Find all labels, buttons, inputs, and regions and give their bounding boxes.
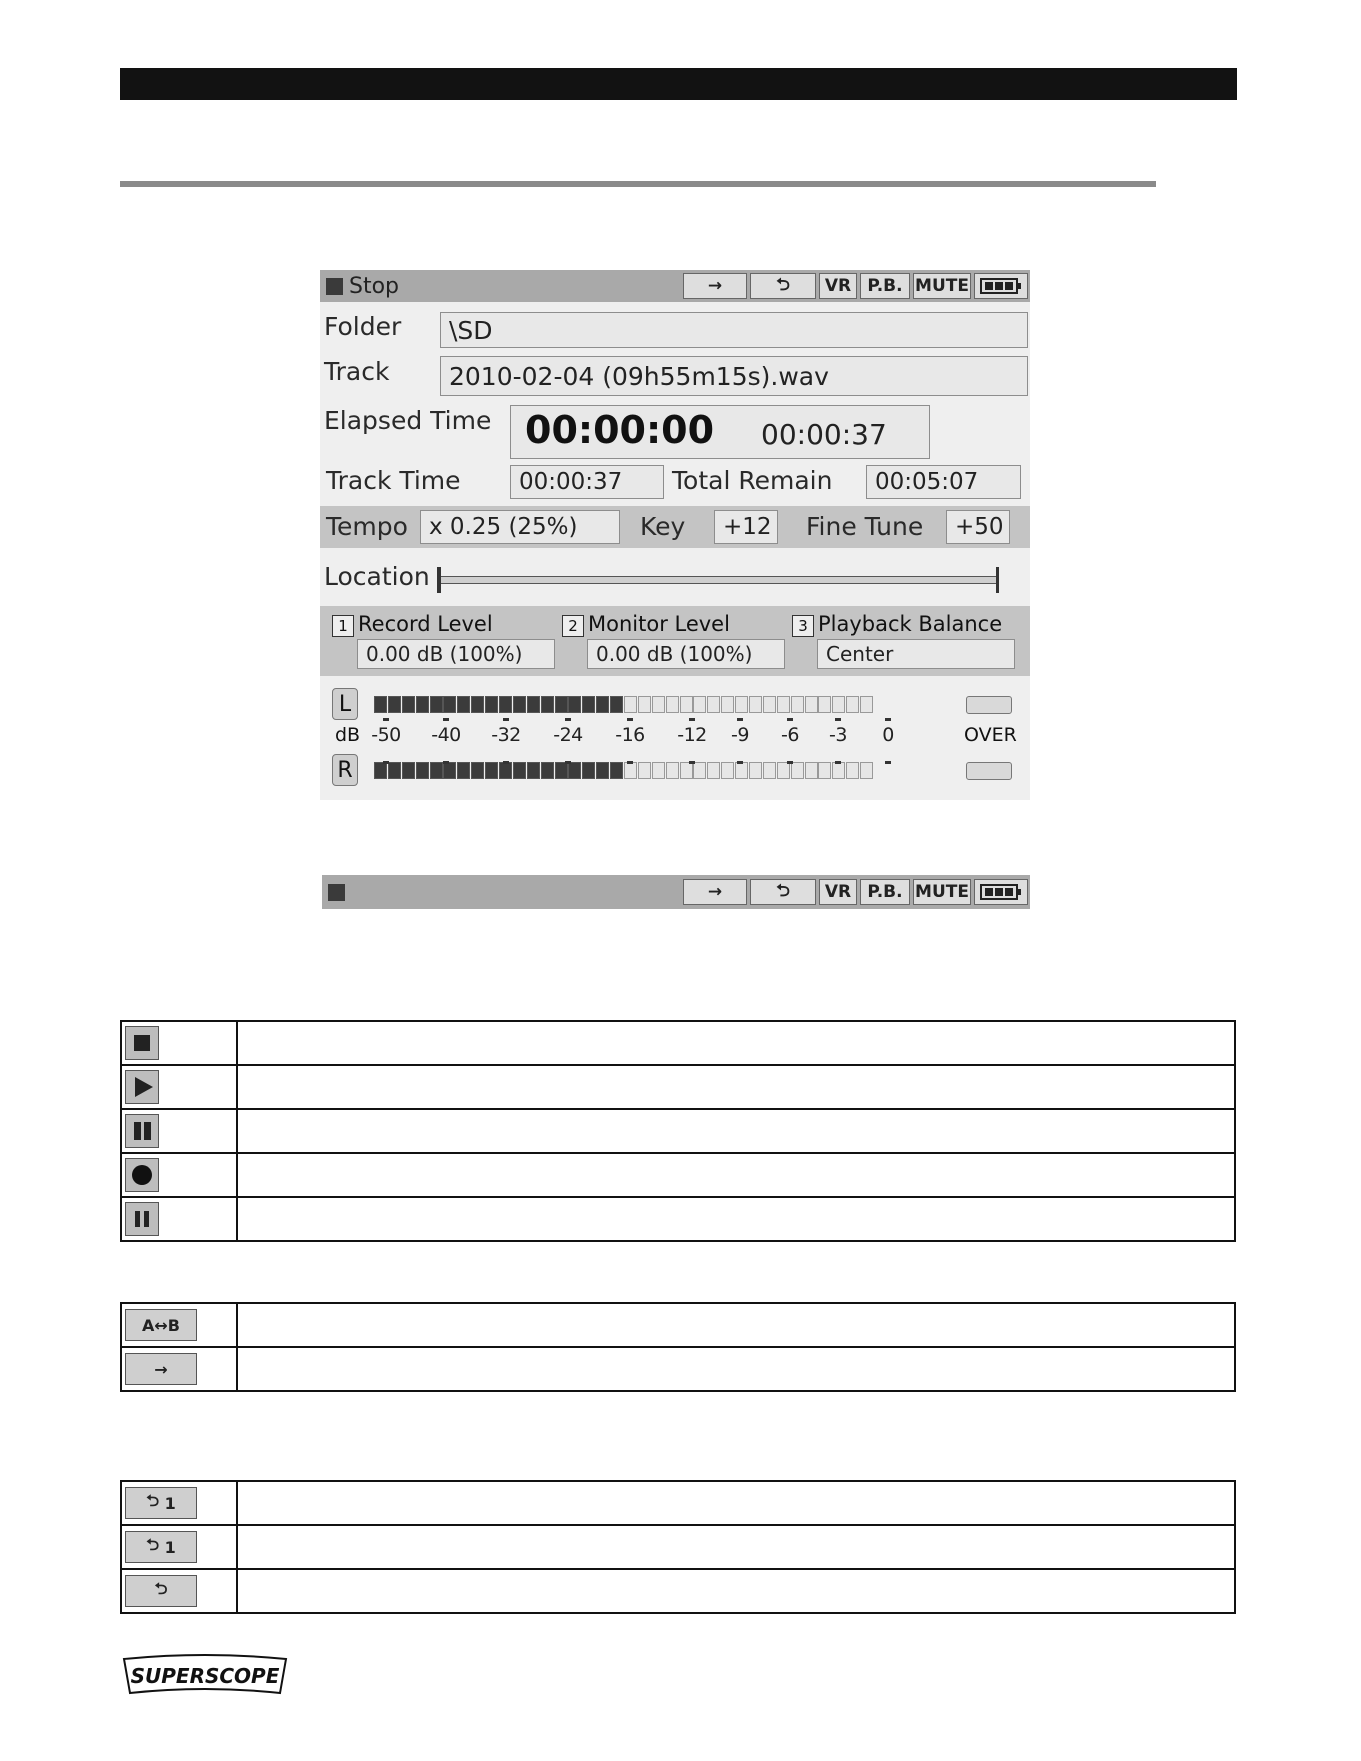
- meter-segment: [652, 762, 665, 779]
- total-remain-label: Total Remain: [672, 466, 833, 495]
- meter-segment: [499, 762, 512, 779]
- meter-segment: [721, 762, 734, 779]
- scale-tick-mark: [443, 761, 449, 764]
- meter-segment: [582, 696, 595, 713]
- over-indicator-left: [966, 696, 1012, 714]
- location-end-marker: [996, 567, 999, 593]
- meter-segment: [805, 696, 818, 713]
- record-icon: [125, 1158, 159, 1192]
- tempo-band: [320, 506, 1030, 548]
- meter-segment: [555, 762, 568, 779]
- pb-button[interactable]: P.B.: [860, 273, 910, 299]
- table-row: [121, 1347, 1235, 1391]
- meter-segment: [541, 696, 554, 713]
- left-channel-label: L: [332, 688, 358, 720]
- meter-segment: [860, 696, 873, 713]
- meter-segment: [791, 696, 804, 713]
- svg-text:SUPERSCOPE: SUPERSCOPE: [130, 1664, 280, 1688]
- meter-segment: [402, 696, 415, 713]
- table-row: [121, 1065, 1235, 1109]
- repeat-one-icon: ⮌ 1: [125, 1531, 197, 1563]
- scale-tick-mark: [885, 718, 891, 721]
- header-bar: [120, 68, 1237, 100]
- playback-balance-label: 3 Playback Balance: [792, 612, 1002, 637]
- meter-segment: [707, 696, 720, 713]
- arrow-right-icon: →: [125, 1353, 197, 1385]
- pause-icon: [125, 1114, 159, 1148]
- scale-tick-mark: [885, 761, 891, 764]
- meter-segment: [527, 762, 540, 779]
- scale-tick-mark: [565, 718, 571, 721]
- section-rule: [120, 181, 1156, 187]
- meter-segment: [624, 762, 637, 779]
- meter-segment: [846, 762, 859, 779]
- scale-tick-mark: [835, 718, 841, 721]
- meter-segment: [721, 696, 734, 713]
- playback-balance-field[interactable]: Center: [817, 639, 1015, 669]
- meter-segment: [652, 696, 665, 713]
- db-label: dB: [335, 724, 361, 746]
- meter-segment: [430, 696, 443, 713]
- fine-tune-label: Fine Tune: [806, 512, 924, 541]
- meter-segment: [763, 696, 776, 713]
- right-channel-label: R: [332, 754, 358, 786]
- levels-band: [320, 606, 1030, 676]
- elapsed-time-box: [510, 405, 930, 459]
- meter-segment: [457, 762, 470, 779]
- meter-segment: [846, 696, 859, 713]
- table-row: [121, 1109, 1235, 1153]
- recorder-screen: [320, 270, 1030, 800]
- meter-segment: [680, 762, 693, 779]
- meter-segment: [485, 696, 498, 713]
- meter-segment: [777, 696, 790, 713]
- table-row: [121, 1569, 1235, 1613]
- scale-tick-label: 0: [882, 724, 894, 746]
- meter-segment: [735, 762, 748, 779]
- scale-tick-mark: [627, 718, 633, 721]
- monitor-level-label: 2 Monitor Level: [562, 612, 730, 637]
- meter-segment: [513, 762, 526, 779]
- table-row: [121, 1197, 1235, 1241]
- meter-segment: [791, 762, 804, 779]
- monitor-level-field[interactable]: 0.00 dB (100%): [587, 639, 785, 669]
- scale-tick-label: -16: [615, 724, 645, 746]
- state-icon-table: [120, 1020, 1236, 1242]
- meter-segment: [596, 762, 609, 779]
- meter-segment: [693, 696, 706, 713]
- meter-segment: [499, 696, 512, 713]
- table-row: [121, 1525, 1235, 1569]
- meter-segment: [610, 762, 623, 779]
- scale-tick-mark: [787, 761, 793, 764]
- meter-segment: [624, 696, 637, 713]
- strip-vr-button[interactable]: VR: [819, 879, 857, 905]
- over-indicator-right: [966, 762, 1012, 780]
- record-level-label: 1 Record Level: [332, 612, 493, 637]
- play-icon: [125, 1070, 159, 1104]
- mode-icon-table: [120, 1302, 1236, 1392]
- left-meter-bar: [374, 696, 874, 714]
- meter-segment: [749, 762, 762, 779]
- scale-tick-label: -9: [731, 724, 749, 746]
- meter-segment: [388, 762, 401, 779]
- meter-segment: [707, 762, 720, 779]
- scale-tick-mark: [565, 761, 571, 764]
- scale-tick-mark: [383, 718, 389, 721]
- meter-segment: [805, 762, 818, 779]
- meter-segment: [430, 762, 443, 779]
- scale-tick-mark: [383, 761, 389, 764]
- scale-tick-label: -50: [371, 724, 401, 746]
- meter-segment: [860, 762, 873, 779]
- table-row: [121, 1153, 1235, 1197]
- stop-icon: [328, 884, 345, 901]
- meter-segment: [541, 762, 554, 779]
- scale-tick-mark: [503, 718, 509, 721]
- superscope-logo: [120, 1653, 290, 1695]
- vr-button[interactable]: VR: [819, 273, 857, 299]
- meter-segment: [388, 696, 401, 713]
- strip-mute-button[interactable]: MUTE: [913, 879, 971, 905]
- scale-tick-label: -3: [829, 724, 847, 746]
- meter-segment: [443, 696, 456, 713]
- fine-tune-field[interactable]: +50: [946, 510, 1010, 544]
- elapsed-time-label: Elapsed Time: [324, 406, 492, 435]
- repeat-all-icon: [125, 1575, 197, 1607]
- meter-segment: [568, 762, 581, 779]
- meter-segment: [457, 696, 470, 713]
- scale-tick-label: -12: [677, 724, 707, 746]
- status-bar: [320, 270, 1030, 302]
- meter-segment: [749, 696, 762, 713]
- meter-segment: [527, 696, 540, 713]
- scale-tick-mark: [627, 761, 633, 764]
- meter-segment: [693, 762, 706, 779]
- meter-segment: [471, 696, 484, 713]
- meter-segment: [638, 762, 651, 779]
- mute-button[interactable]: MUTE: [913, 273, 971, 299]
- meter-segment: [666, 762, 679, 779]
- stop-icon: [326, 278, 343, 295]
- stop-icon: [125, 1026, 159, 1060]
- scale-tick-mark: [737, 718, 743, 721]
- track-label: Track: [324, 357, 390, 386]
- state-label: Stop: [349, 273, 400, 299]
- repeat-icon: ⮌: [146, 1490, 160, 1510]
- meter-segment: [443, 762, 456, 779]
- battery-full-icon: [974, 879, 1028, 905]
- meter-segment: [818, 696, 831, 713]
- meter-segment: [485, 762, 498, 779]
- meter-segment: [555, 696, 568, 713]
- location-handle[interactable]: [437, 567, 441, 593]
- location-slider[interactable]: [438, 576, 998, 584]
- scale-tick-mark: [835, 761, 841, 764]
- scale-tick-mark: [443, 718, 449, 721]
- track-time-label: Track Time: [326, 466, 461, 495]
- ab-repeat-icon: A↔B: [125, 1309, 197, 1341]
- meter-segment: [471, 762, 484, 779]
- repeat-icon-table: [120, 1480, 1236, 1614]
- total-remain-field: 00:05:07: [866, 465, 1021, 499]
- meter-segment: [416, 696, 429, 713]
- folder-label: Folder: [324, 312, 402, 341]
- track-time-field: 00:00:37: [510, 465, 664, 499]
- location-label: Location: [324, 562, 430, 591]
- table-row: [121, 1481, 1235, 1525]
- strip-play-mode-button[interactable]: →: [683, 879, 747, 905]
- key-label: Key: [640, 512, 686, 541]
- battery-full-icon: [974, 273, 1028, 299]
- table-row: [121, 1021, 1235, 1065]
- status-strip: [322, 875, 1030, 909]
- record-level-field[interactable]: 0.00 dB (100%): [357, 639, 555, 669]
- meter-segment: [568, 696, 581, 713]
- repeat-one-icon: ⮌ 1: [125, 1487, 197, 1519]
- table-row: [121, 1303, 1235, 1347]
- repeat-icon: ⮌: [776, 274, 790, 295]
- key-field[interactable]: +12: [714, 510, 778, 544]
- strip-repeat-button[interactable]: [750, 879, 816, 905]
- repeat-button[interactable]: [750, 273, 816, 299]
- scale-tick-label: -40: [431, 724, 461, 746]
- meter-segment: [832, 696, 845, 713]
- track-field[interactable]: 2010-02-04 (09h55m15s).wav: [440, 356, 1028, 396]
- scale-tick-label: -24: [553, 724, 583, 746]
- meter-segment: [832, 762, 845, 779]
- scale-tick-mark: [737, 761, 743, 764]
- meter-segment: [402, 762, 415, 779]
- scale-tick-mark: [689, 718, 695, 721]
- right-meter-bar: [374, 762, 874, 780]
- record-pause-icon: [125, 1202, 159, 1236]
- elapsed-main: 00:00:00: [525, 408, 715, 452]
- scale-tick-label: -6: [781, 724, 799, 746]
- scale-tick-label: -32: [491, 724, 521, 746]
- over-label: OVER: [964, 724, 1017, 746]
- level-meter: [320, 686, 1030, 800]
- repeat-icon: ⮌: [154, 1578, 168, 1598]
- tempo-field[interactable]: x 0.25 (25%): [420, 510, 620, 544]
- folder-field[interactable]: \SD: [440, 312, 1028, 348]
- scale-tick-mark: [503, 761, 509, 764]
- play-mode-button[interactable]: →: [683, 273, 747, 299]
- repeat-icon: ⮌: [146, 1534, 160, 1554]
- meter-segment: [763, 762, 776, 779]
- elapsed-secondary: 00:00:37: [761, 418, 887, 451]
- meter-segment: [777, 762, 790, 779]
- meter-segment: [582, 762, 595, 779]
- meter-segment: [666, 696, 679, 713]
- repeat-icon: ⮌: [776, 880, 790, 901]
- meter-segment: [638, 696, 651, 713]
- strip-pb-button[interactable]: P.B.: [860, 879, 910, 905]
- meter-scale: [371, 724, 894, 758]
- meter-segment: [610, 696, 623, 713]
- meter-segment: [513, 696, 526, 713]
- meter-segment: [374, 696, 387, 713]
- meter-segment: [818, 762, 831, 779]
- meter-segment: [735, 696, 748, 713]
- scale-tick-mark: [689, 761, 695, 764]
- meter-segment: [374, 762, 387, 779]
- meter-segment: [416, 762, 429, 779]
- meter-segment: [596, 696, 609, 713]
- scale-tick-mark: [787, 718, 793, 721]
- tempo-label: Tempo: [326, 512, 408, 541]
- meter-segment: [680, 696, 693, 713]
